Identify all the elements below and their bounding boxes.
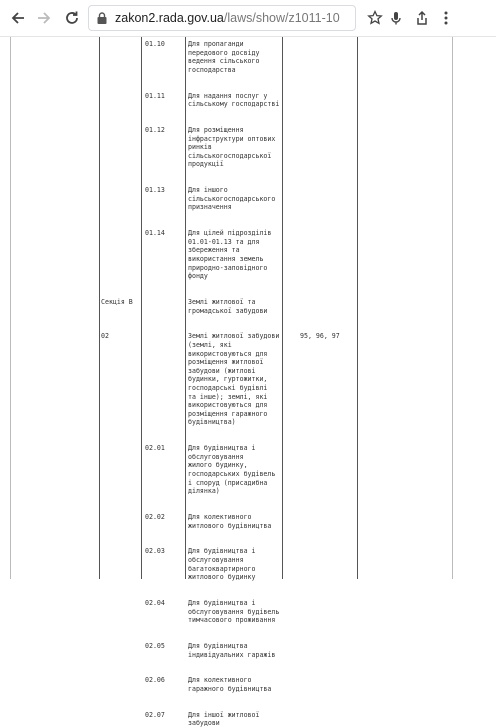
description-line: Для колективного bbox=[188, 513, 252, 521]
url-domain: zakon2.rada.gov.ua bbox=[115, 11, 224, 25]
description-line: Для надання послуг у bbox=[188, 91, 268, 100]
description-line: господарських будівель bbox=[188, 470, 276, 478]
description-line: Для іншої житлової bbox=[188, 710, 260, 719]
forward-arrow-icon[interactable] bbox=[32, 6, 56, 30]
column-divider bbox=[141, 37, 142, 579]
description-line: розміщення житлової bbox=[188, 358, 264, 367]
description-line: забудови (житлові bbox=[188, 366, 256, 375]
description-line: жилого будинку, bbox=[188, 461, 248, 470]
document-page bbox=[0, 37, 496, 728]
description-line: Для іншого bbox=[188, 186, 228, 195]
description-line: ведення сільського bbox=[188, 57, 260, 66]
description-line: інфраструктури оптових bbox=[188, 134, 276, 143]
page-right-edge bbox=[452, 37, 453, 579]
description-line: господарства bbox=[188, 65, 236, 74]
description-line: будівництва) bbox=[188, 418, 236, 427]
code-cell: 02.07 bbox=[145, 710, 165, 719]
description-line: Для будівництва bbox=[188, 642, 248, 650]
description-line: Для колективного bbox=[188, 676, 252, 685]
page-left-edge bbox=[10, 37, 11, 579]
address-bar[interactable] bbox=[88, 5, 356, 31]
column-divider bbox=[185, 37, 186, 579]
code-cell: 02.01 bbox=[145, 444, 165, 453]
description-line: житлового будівництва bbox=[188, 521, 272, 530]
column-divider bbox=[282, 37, 283, 579]
code-cell: 01.12 bbox=[145, 126, 165, 134]
description-line: Землі житлової та bbox=[188, 298, 256, 306]
description-line: сільськогосподарського bbox=[188, 194, 276, 203]
code-cell: 02.04 bbox=[145, 599, 165, 607]
description-line: господарські будівлі bbox=[188, 384, 268, 392]
description-line: Для будівництва і bbox=[188, 599, 256, 607]
section-cell: Секція B bbox=[101, 298, 133, 306]
description-line: тимчасового проживання bbox=[188, 616, 276, 625]
description-line: обслуговування bbox=[188, 556, 244, 564]
more-vert-icon[interactable] bbox=[434, 6, 458, 30]
section-cell: 02 bbox=[101, 332, 109, 341]
code-cell: 02.02 bbox=[145, 513, 165, 521]
description-line: 01.01-01.13 та для bbox=[188, 237, 260, 246]
description-line: продукції bbox=[188, 160, 224, 169]
description-line: обслуговування будівель bbox=[188, 607, 280, 616]
description-line: Для будівництва і bbox=[188, 444, 256, 453]
description-line: фонду bbox=[188, 272, 208, 281]
description-line: громадської забудови bbox=[188, 306, 268, 315]
code-cell: 01.14 bbox=[145, 229, 165, 238]
code-cell: 01.11 bbox=[145, 91, 165, 100]
browser-toolbar bbox=[0, 0, 496, 37]
description-line: Для цілей підрозділів bbox=[188, 229, 272, 238]
url-path: /laws/show/z1011-10 bbox=[223, 11, 340, 25]
description-line: сільськогосподарської bbox=[188, 151, 272, 160]
description-line: використовуються для bbox=[188, 401, 268, 410]
description-line: призначення bbox=[188, 203, 232, 212]
description-line: використання земель bbox=[188, 255, 264, 263]
share-icon[interactable] bbox=[410, 6, 434, 30]
code-cell: 01.10 bbox=[145, 40, 165, 48]
description-line: використовуються для bbox=[188, 349, 268, 358]
reload-icon[interactable] bbox=[60, 6, 84, 30]
code-cell: 02.03 bbox=[145, 547, 165, 556]
description-line: Для будівництва і bbox=[188, 547, 256, 556]
description-line: природно-заповідного bbox=[188, 263, 268, 272]
description-line: забудови bbox=[188, 719, 220, 728]
description-line: Для пропаганди bbox=[188, 40, 244, 48]
description-line: та інше); землі, які bbox=[188, 392, 268, 401]
description-line: Землі житлової забудови bbox=[188, 332, 280, 341]
description-line: житлового будинку bbox=[188, 573, 256, 582]
code-cell: 01.13 bbox=[145, 186, 165, 195]
lock-icon[interactable] bbox=[95, 11, 109, 25]
description-line: ринків bbox=[188, 143, 212, 152]
column-divider bbox=[99, 37, 100, 579]
microphone-icon[interactable] bbox=[384, 6, 408, 30]
description-line: багатоквартирного bbox=[188, 564, 256, 573]
url-text[interactable] bbox=[115, 11, 340, 26]
description-line: ділянка) bbox=[188, 487, 220, 496]
description-line: розміщення гаражного bbox=[188, 409, 268, 418]
code-cell: 02.05 bbox=[145, 642, 165, 650]
description-line: (землі, які bbox=[188, 341, 232, 349]
description-line: і споруд (присадибна bbox=[188, 478, 268, 487]
description-line: збереження та bbox=[188, 246, 240, 255]
description-line: Для розміщення bbox=[188, 126, 244, 134]
description-line: передового досвіду bbox=[188, 48, 260, 57]
description-line: сільському господарстві bbox=[188, 100, 280, 109]
description-line: будинки, гуртожитки, bbox=[188, 375, 268, 384]
back-arrow-icon[interactable] bbox=[6, 6, 30, 30]
kved-cell: 95, 96, 97 bbox=[300, 332, 340, 341]
description-line: гаражного будівництва bbox=[188, 685, 272, 693]
description-line: індивідуальних гаражів bbox=[188, 650, 276, 659]
code-cell: 02.06 bbox=[145, 676, 165, 685]
description-line: обслуговування bbox=[188, 452, 244, 461]
column-divider bbox=[357, 37, 358, 579]
